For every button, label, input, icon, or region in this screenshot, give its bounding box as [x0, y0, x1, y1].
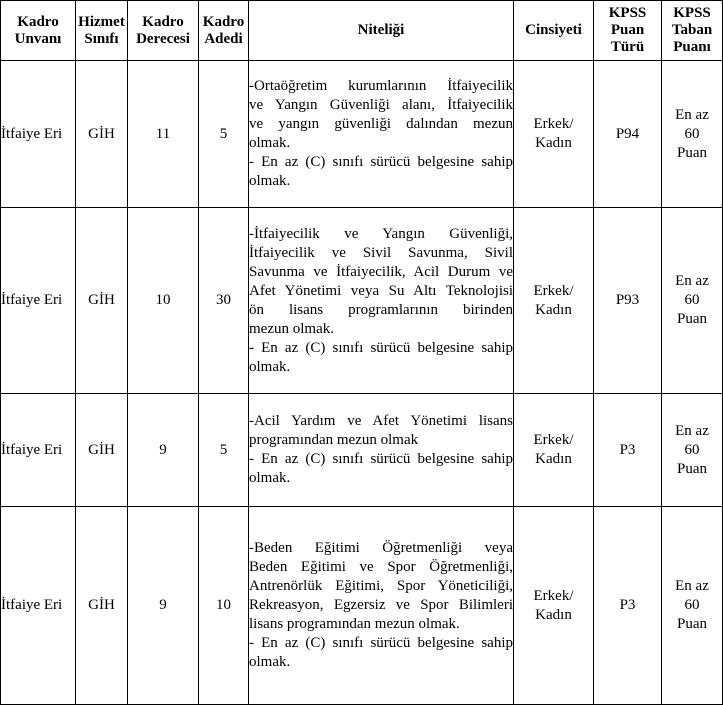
kpss-puan-turu-cell: P3 [594, 394, 662, 507]
nitelik-line: -Acil Yardım ve Afet Yönetimi lisans [249, 413, 513, 429]
nitelik-cell [249, 61, 514, 208]
taban-puan-line: 60 [684, 125, 700, 142]
taban-puan-line: Puan [677, 460, 707, 477]
table-row [1, 394, 723, 507]
taban-puan-line: Puan [677, 616, 707, 632]
cinsiyet-cell [514, 394, 594, 507]
kadro-adedi-cell: 5 [199, 394, 249, 507]
hizmet-sinifi-cell: GİH [76, 61, 128, 208]
kpss-puan-turu-cell: P3 [594, 507, 662, 705]
header-kadro-derecesi: Kadro Derecesi [128, 1, 199, 61]
table-row [1, 61, 723, 208]
kadro-adedi-cell: 30 [199, 208, 249, 394]
taban-puan-line: 60 [684, 441, 700, 458]
nitelik-line: - En az (C) sınıfı sürücü belgesine sahip [249, 154, 513, 170]
kadro-derecesi-cell: 9 [128, 507, 199, 705]
taban-puan-line: Puan [677, 144, 707, 161]
kpss-puan-turu-cell: P94 [594, 61, 662, 208]
kadro-derecesi-cell: 11 [128, 61, 199, 208]
cinsiyet-cell [514, 208, 594, 394]
nitelik-line: Rekreasyon, Egzersiz ve Spor Bilimleri [249, 597, 513, 613]
nitelik-line: ve Yangın Güvenliği alanı, İtfaiyecilik [249, 97, 513, 113]
header-kadro-adedi: Kadro Adedi [199, 1, 249, 61]
hizmet-sinifi-cell: GİH [76, 507, 128, 705]
hizmet-sinifi-cell: GİH [76, 394, 128, 507]
hizmet-sinifi-cell: GİH [76, 208, 128, 394]
kadro-adedi-cell: 10 [199, 507, 249, 705]
kadro-derecesi-cell: 9 [128, 394, 199, 507]
kpss-taban-puani-cell [662, 394, 723, 507]
kadro-derecesi-cell: 10 [128, 208, 199, 394]
header-row [1, 1, 723, 61]
header-kpss-puan-turu: KPSS Puan Türü [594, 1, 662, 61]
cinsiyet-line: Kadın [535, 451, 572, 467]
nitelik-line: Savunma ve İtfaiyecilik, Acil Durum ve [249, 263, 513, 280]
taban-puan-line: 60 [684, 597, 700, 613]
nitelik-line: - En az (C) sınıfı sürücü belgesine sahip [249, 635, 513, 651]
taban-puan-line: En az [675, 273, 709, 289]
cinsiyet-cell [514, 507, 594, 705]
table-row [1, 208, 723, 394]
cinsiyet-cell [514, 61, 594, 208]
nitelik-cell [249, 394, 514, 507]
nitelik-line: Antrenörlük Eğitimi, Spor Yöneticiliği, [249, 578, 513, 594]
cinsiyet-line: Erkek/ [533, 282, 574, 299]
cinsiyet-line: Erkek/ [533, 432, 574, 448]
taban-puan-line: En az [675, 106, 709, 123]
taban-puan-line: En az [675, 422, 709, 439]
header-cinsiyeti: Cinsiyeti [514, 1, 594, 61]
kadro-adedi-cell: 5 [199, 61, 249, 208]
nitelik-line: olmak. [249, 173, 291, 189]
nitelik-line: Beden Eğitimi ve Spor Öğretmenliği, [249, 559, 513, 575]
table-body [1, 61, 723, 705]
nitelik-line: olmak. [249, 470, 291, 486]
kpss-puan-turu-cell: P93 [594, 208, 662, 394]
cinsiyet-line: Kadın [535, 301, 572, 318]
kadro-unvani-cell: İtfaiye Eri [1, 394, 76, 507]
kpss-taban-puani-cell [662, 208, 723, 394]
nitelik-line: olmak. [249, 654, 291, 670]
nitelik-line: ve yangın güvenliği dalından mezun [249, 116, 513, 132]
nitelik-line: - En az (C) sınıfı sürücü belgesine sahip [249, 339, 513, 356]
nitelik-line: olmak. [249, 358, 291, 375]
taban-puan-line: En az [675, 578, 709, 594]
nitelik-cell [249, 507, 514, 705]
kpss-taban-puani-cell [662, 61, 723, 208]
cinsiyet-line: Erkek/ [533, 116, 574, 132]
nitelik-line: - En az (C) sınıfı sürücü belgesine sahip [249, 451, 513, 467]
cinsiyet-line: Kadın [535, 606, 572, 623]
taban-puan-line: 60 [684, 292, 700, 308]
nitelik-line: mezun olmak. [249, 320, 334, 337]
cinsiyet-line: Erkek/ [533, 587, 574, 604]
nitelik-line: ön lisans programlarının birinden [249, 301, 513, 318]
header-kpss-taban-puani: KPSS Taban Puanı [662, 1, 723, 61]
kadro-unvani-cell: İtfaiye Eri [1, 208, 76, 394]
kadro-unvani-cell: İtfaiye Eri [1, 507, 76, 705]
nitelik-line: -Beden Eğitimi Öğretmenliği veya [249, 540, 513, 556]
nitelik-line: olmak. [249, 135, 291, 151]
nitelik-line: programından mezun olmak [249, 432, 419, 448]
table-row [1, 507, 723, 705]
nitelik-line: Afet Yönetimi veya Su Altı Teknolojisi [249, 282, 513, 299]
nitelik-line: lisans programından mezun olmak. [249, 616, 460, 632]
kadro-unvani-cell: İtfaiye Eri [1, 61, 76, 208]
header-niteligi: Niteliği [249, 1, 514, 61]
kpss-taban-puani-cell [662, 507, 723, 705]
header-hizmet-sinifi: Hizmet Sınıfı [76, 1, 128, 61]
taban-puan-line: Puan [677, 311, 707, 327]
nitelik-line: -Ortaöğretim kurumlarının İtfaiyecilik [249, 78, 513, 94]
cinsiyet-line: Kadın [535, 135, 572, 151]
nitelik-cell [249, 208, 514, 394]
nitelik-line: -İtfaiyecilik ve Yangın Güvenliği, [249, 225, 513, 242]
header-kadro-unvani: Kadro Unvanı [1, 1, 76, 61]
nitelik-line: İtfaiyecilik ve Sivil Savunma, Sivil [249, 244, 513, 261]
